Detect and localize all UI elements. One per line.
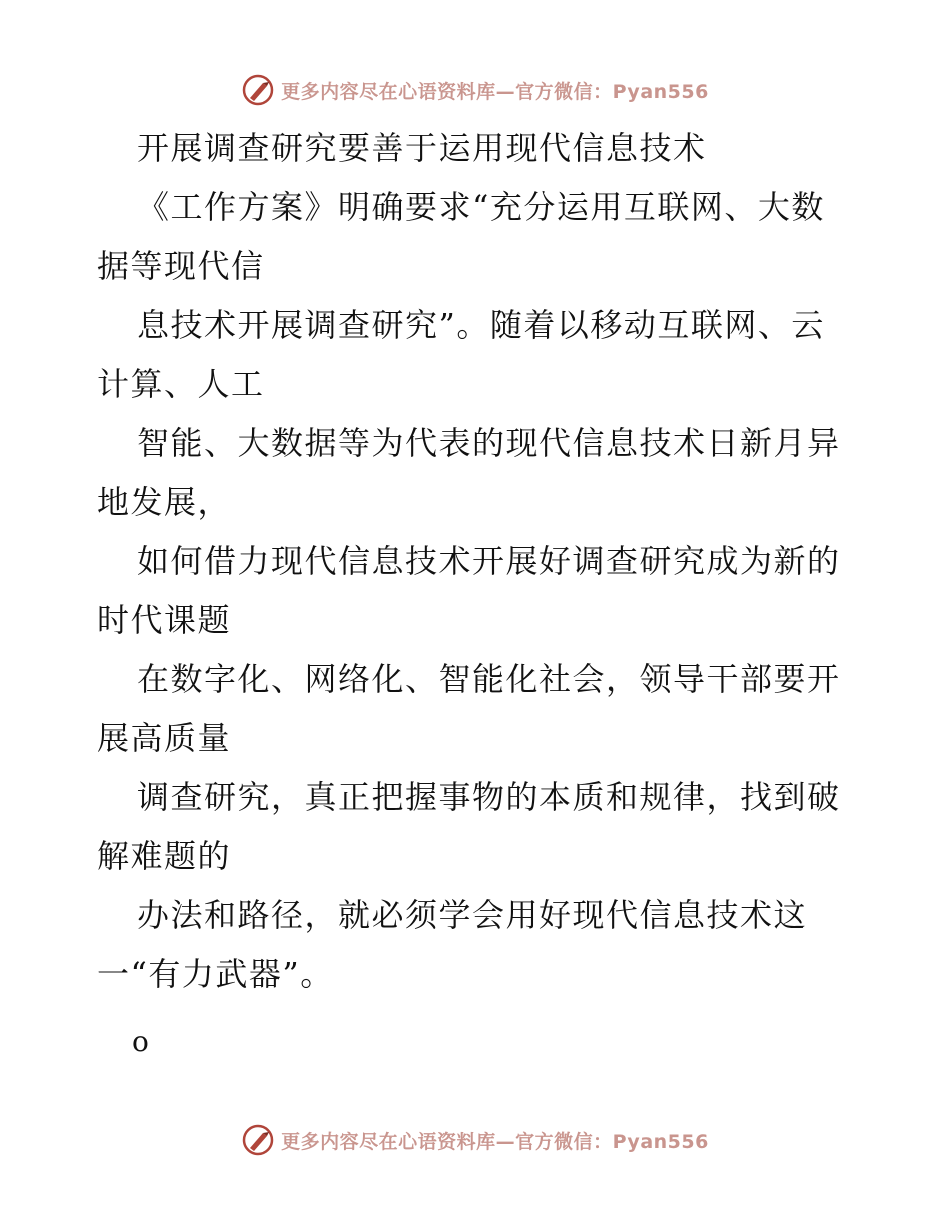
paragraph-title: 开展调查研究要善于运用现代信息技术 [137, 129, 707, 167]
paragraph-5: 在数字化、网络化、智能化社会，领导干部要开展高质量 [97, 660, 841, 757]
footer-watermark-text: 更多内容尽在心语资料库—官方微信：Pyan556 [281, 1130, 709, 1153]
footer-watermark-banner [0, 1120, 950, 1160]
pen-logo-icon [241, 1123, 275, 1157]
paragraph-1: 《工作方案》明确要求“充分运用互联网、大数据等现代信 [97, 188, 825, 285]
paragraph-6: 调查研究，真正把握事物的本质和规律，找到破解难题的 [97, 778, 841, 875]
paragraph-8: o [132, 1025, 151, 1058]
header-watermark-banner [0, 70, 950, 110]
document-body [97, 119, 857, 1071]
paragraph-4: 如何借力现代信息技术开展好调查研究成为新的时代课题 [97, 542, 841, 639]
paragraph-3: 智能、大数据等为代表的现代信息技术日新月异地发展， [97, 424, 841, 521]
header-watermark-text: 更多内容尽在心语资料库—官方微信：Pyan556 [281, 80, 709, 103]
paragraph-2: 息技术开展调查研究”。随着以移动互联网、云计算、人工 [97, 306, 825, 403]
paragraph-7: 办法和路径，就必须学会用好现代信息技术这一“有力武器”。 [97, 896, 808, 993]
pen-logo-icon [241, 73, 275, 107]
